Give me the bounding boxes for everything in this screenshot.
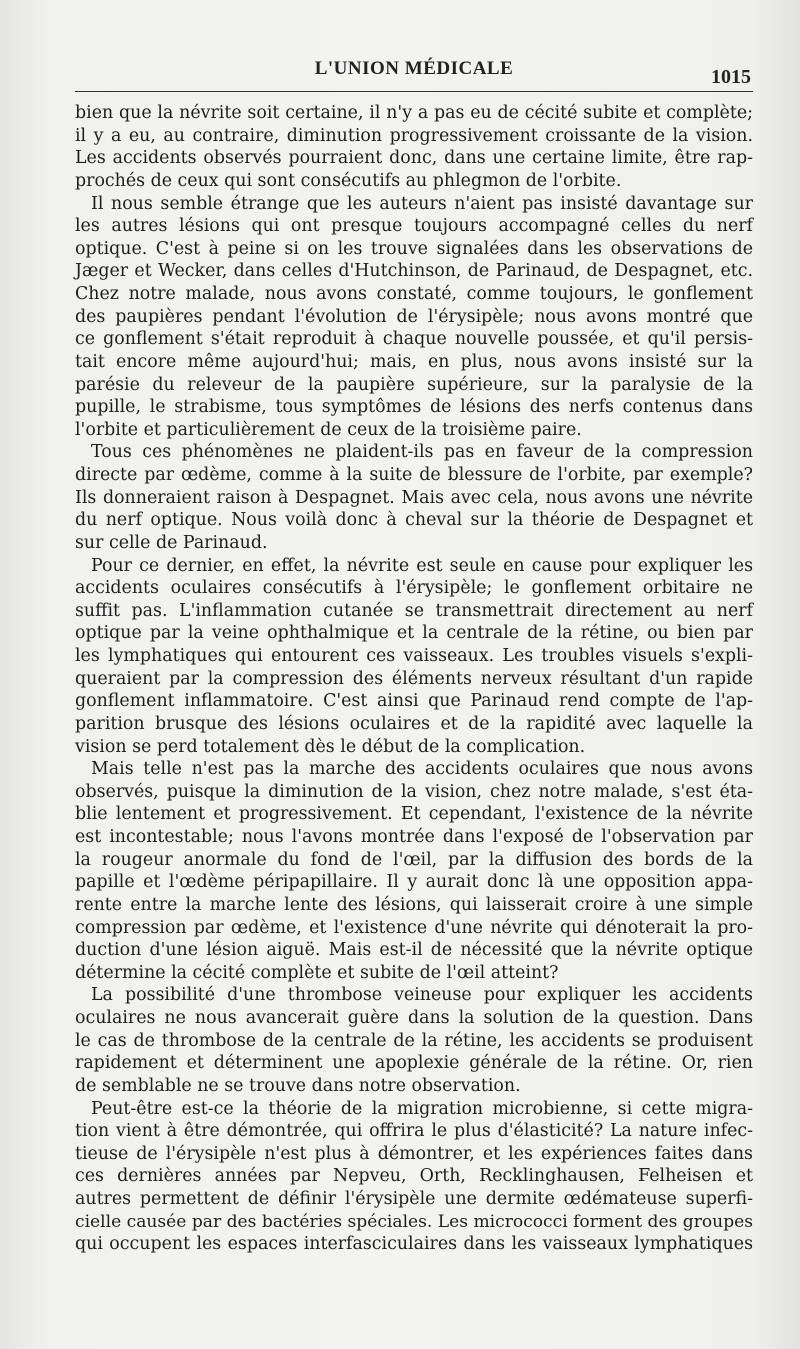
text-line: ce gonflement s'était reproduit à chaque nouvelle poussée, et qu'il persis-: [75, 329, 753, 350]
text-line: Ils donneraient raison à Despagnet. Mais avec cela, nous avons une névrite: [75, 487, 753, 508]
text-line: détermine la cécité complète et subite de l'œil atteint?: [75, 962, 559, 983]
text-line: la rougeur anormale du fond de l'œil, par la diffusion des bords de la: [75, 849, 753, 870]
text-line: sur celle de Parinaud.: [75, 532, 268, 553]
text-line: Chez notre malade, nous avons constaté, comme toujours, le gonflement: [75, 284, 753, 304]
text-line: du nerf optique. Nous voilà donc à cheval sur la théorie de Despagnet et: [75, 510, 753, 531]
text-line: parition brusque des lésions oculaires et de la rapidité avec laquelle la: [75, 713, 753, 734]
text-line: optique par la veine ophthalmique et la centrale de la rétine, ou bien par: [75, 623, 753, 644]
text-line: Il nous semble étrange que les auteurs n'aient pas insisté davantage sur: [91, 193, 753, 214]
text-line: tion vient à être démontrée, qui offrira le plus d'élasticité? La nature infec-: [75, 1121, 753, 1142]
text-line: Pour ce dernier, en effet, la névrite est seule en cause pour expliquer les: [91, 555, 753, 576]
text-line: rente entre la marche lente des lésions, qui laisserait croire à une simple: [75, 894, 753, 915]
text-line: tieuse de l'érysipèle n'est plus à démontrer, et les expériences faites dans: [75, 1143, 753, 1164]
text-line: tait encore même aujourd'hui; mais, en plus, nous avons insisté sur la: [75, 351, 753, 372]
text-line: accidents oculaires consécutifs à l'érysipèle; le gonflement orbitaire ne: [75, 578, 753, 599]
text-line: optique. C'est à peine si on les trouve signalées dans les observations de: [75, 238, 753, 259]
header-rule: [75, 91, 753, 92]
text-line: bien que la névrite soit certaine, il n'y a pas eu de cécité subite et complète;: [75, 103, 753, 123]
text-line: queraient par la compression des éléments nerveux résultant d'un rapide: [75, 668, 753, 689]
text-line: suffit pas. L'inflammation cutanée se transmettrait directement au nerf: [75, 600, 753, 621]
text-line: La possibilité d'une thrombose veineuse pour expliquer les accidents: [91, 985, 753, 1006]
text-line: rapidement et déterminent une apoplexie générale de la rétine. Or, rien: [75, 1053, 753, 1074]
text-line: les lymphatiques qui entourent ces vaisseaux. Les troubles visuels s'expli-: [75, 646, 753, 666]
text-line: Mais telle n'est pas la marche des accidents oculaires que nous avons: [91, 759, 753, 780]
text-line: qui occupent les espaces interfasciculaires dans les vaisseaux lymphatiques: [75, 1234, 753, 1255]
text-line: compression par œdème, et l'existence d'une névrite qui dénoterait la pro-: [75, 917, 753, 938]
text-line: duction d'une lésion aiguë. Mais est-il de nécessité que la névrite optique: [75, 940, 753, 961]
text-line: prochés de ceux qui sont consécutifs au phlegmon de l'orbite.: [75, 170, 622, 191]
text-line: parésie du releveur de la paupière supérieure, sur la paralysie de la: [75, 374, 753, 395]
text-line: blie lentement et progressivement. Et cependant, l'existence de la névrite: [75, 804, 753, 825]
text-line: Les accidents observés pourraient donc, dans une certaine limite, être rap-: [75, 148, 753, 169]
text-line: observés, puisque la diminution de la vision, chez notre malade, s'est éta-: [75, 781, 753, 802]
text-line: de semblable ne se trouve dans notre observation.: [75, 1075, 521, 1096]
text-line: il y a eu, au contraire, diminution progressivement croissante de la vision.: [75, 125, 753, 146]
page-header: [75, 58, 753, 94]
text-line: Tous ces phénomènes ne plaident-ils pas en faveur de la compression: [91, 442, 753, 463]
text-line: oculaires ne nous avancerait guère dans la solution de la question. Dans: [75, 1008, 753, 1028]
text-line: Jæger et Wecker, dans celles d'Hutchinson, de Parinaud, de Despagnet, etc.: [75, 261, 753, 282]
text-line: est incontestable; nous l'avons montrée dans l'exposé de l'observation par: [75, 827, 753, 847]
text-line: autres permettent de définir l'érysipèle une dermite œdémateuse superfi-: [75, 1189, 753, 1209]
text-line: directe par œdème, comme à la suite de blessure de l'orbite, par exemple?: [75, 465, 753, 485]
text-line: pupille, le strabisme, tous symptômes de lésions des nerfs contenus dans: [75, 397, 753, 418]
text-line: ces dernières années par Nepveu, Orth, Recklinghausen, Felheisen et: [75, 1166, 753, 1187]
body-text: [75, 102, 753, 1256]
text-line: papille et l'œdème péripapillaire. Il y aurait donc là une opposition appa-: [75, 872, 753, 893]
text-line: les autres lésions qui ont presque toujours accompagné celles du nerf: [75, 216, 753, 237]
text-line: vision se perd totalement dès le début de la complication.: [75, 736, 586, 757]
text-line: le cas de thrombose de la centrale de la rétine, les accidents se produisent: [75, 1030, 753, 1051]
running-title: L'UNION MÉDICALE: [314, 58, 514, 79]
text-line: l'orbite et particulièrement de ceux de la troisième paire.: [75, 419, 582, 440]
page-number: 1015: [711, 66, 751, 88]
text-line: Peut-être est-ce la théorie de la migration microbienne, si cette migra-: [91, 1098, 753, 1119]
text-line: cielle causée par des bactéries spéciales. Les micrococci forment des groupes: [75, 1211, 754, 1232]
text-line: des paupières pendant l'évolution de l'érysipèle; nous avons montré que: [75, 306, 753, 327]
text-line: gonflement inflammatoire. C'est ainsi que Parinaud rend compte de l'ap-: [75, 691, 753, 712]
